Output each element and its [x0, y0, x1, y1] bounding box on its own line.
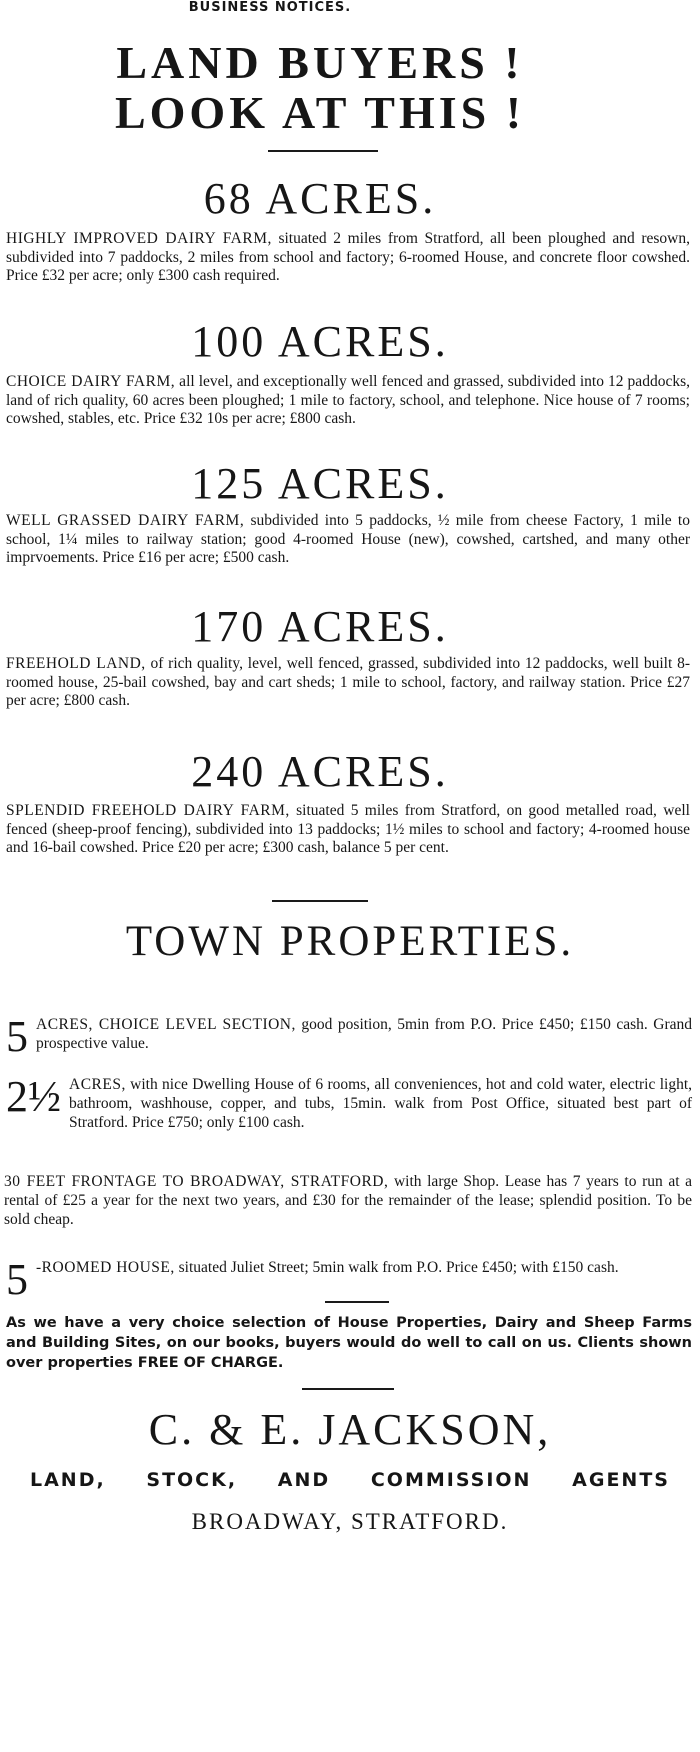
listing-lead: SPLENDID FREEHOLD DAIRY FARM,	[6, 802, 290, 819]
listing-body: of rich quality, level, well fenced, grassed, subdivided into 12 paddocks, well built 8-roomed house, 25-bail cowshed, bay and cart sheds; 1 mile to school, factory, and railway station. Price £27 per acre; £800 cash.	[6, 655, 690, 709]
firm-role-word: LAND,	[30, 1469, 106, 1491]
divider-rule	[302, 1388, 394, 1390]
listing-text	[6, 655, 690, 711]
property-body: good position, 5min from P.O. Price £450; £150 cash. Grand prospective value.	[36, 1016, 692, 1052]
firm-role-word: COMMISSION	[370, 1469, 532, 1491]
property-lead: -ROOMED HOUSE,	[36, 1259, 175, 1276]
divider-rule	[268, 150, 378, 152]
town-property	[4, 1012, 692, 1061]
town-properties-heading: TOWN PROPERTIES.	[125, 918, 575, 965]
property-body: with nice Dwelling House of 6 rooms, all conveniences, hot and cold water, electric light, bathroom, washhouse, copper, and tubs, 15min. walk from Post Office, situated best part of Stratford. Price £750; only £100 cash.	[69, 1076, 692, 1131]
listing-body: situated 2 miles from Stratford, all been ploughed and resown, subdivided into 7 paddocks, 2 miles from school and factory; 6-roomed House, and concrete floor cowshed. Price £32 per acre; only £300 cash required.	[6, 230, 690, 284]
property-body: situated Juliet Street; 5min walk from P.O. Price £450; with £150 cash.	[174, 1259, 619, 1276]
listing-body: situated 5 miles from Stratford, on good metalled road, well fenced (sheep-proof fencing), subdivided into 13 paddocks; 1½ miles to school and factory; 4-roomed house and 16-bail cowshed. Price £20 per acre; £300 cash, balance 5 per cent.	[6, 802, 690, 856]
listing-text	[6, 802, 690, 858]
firm-name: C. & E. JACKSON,	[148, 1405, 552, 1454]
listing-body: subdivided into 5 paddocks, ½ mile from cheese Factory, 1 mile to school, 1¼ miles to railway station; good 4-roomed House (new), cowshed, cartshed, and many other imprvoements. Price £16 per acre; £500 cash.	[6, 512, 690, 566]
firm-address: BROADWAY, STRATFORD.	[191, 1509, 509, 1534]
property-lead: ACRES,	[69, 1076, 126, 1093]
firm-role-word: AGENTS	[572, 1469, 670, 1491]
firm-role-word: AND	[277, 1469, 331, 1491]
closing-text: As we have a very choice selection of House Properties, Dairy and Sheep Farms and Building Sites, on our books, buyers would do well to call on us. Clients shown over properties FREE OF CHARGE.	[6, 1315, 692, 1371]
town-property	[4, 1072, 692, 1132]
property-body: with large Shop. Lease has 7 years to run at a rental of £25 a year for the next two years, and £30 for the remainder of the lease; splendid position. To be sold cheap.	[4, 1173, 692, 1228]
listing-heading: 170 ACRES.	[191, 602, 449, 651]
listing-heading: 125 ACRES.	[191, 459, 449, 508]
listing-heading: 68 ACRES.	[203, 174, 437, 223]
listing-heading: 240 ACRES.	[191, 747, 449, 796]
property-number: 5	[6, 1255, 28, 1304]
listing-text	[6, 373, 690, 429]
listing-heading: 100 ACRES.	[191, 317, 449, 366]
property-lead: 30 FEET FRONTAGE TO BROADWAY, STRATFORD,	[4, 1173, 389, 1190]
property-number: 5	[6, 1012, 28, 1061]
town-property	[4, 1172, 692, 1229]
headline-line-1: LAND BUYERS !	[116, 37, 524, 88]
listing-lead: CHOICE DAIRY FARM,	[6, 373, 176, 390]
firm-role-word: STOCK,	[146, 1469, 238, 1491]
divider-rule	[272, 900, 368, 902]
listing-lead: FREEHOLD LAND,	[6, 655, 146, 672]
town-property	[4, 1255, 692, 1304]
listing-text	[6, 512, 690, 568]
firm-role	[30, 1468, 670, 1492]
headline-line-2: LOOK AT THIS !	[114, 87, 526, 138]
divider-rule	[325, 1301, 389, 1303]
property-lead: ACRES, CHOICE LEVEL SECTION,	[36, 1016, 296, 1033]
listing-lead: HIGHLY IMPROVED DAIRY FARM,	[6, 230, 272, 247]
listing-lead: WELL GRASSED DAIRY FARM,	[6, 512, 245, 529]
property-number: 2½	[6, 1072, 61, 1121]
listing-body: all level, and exceptionally well fenced and grassed, subdivided into 12 paddocks, land of rich quality, 60 acres been ploughed; 1 mile to factory, school, and telephone. Nice house of 7 rooms; cowshed, stables, etc. Price £32 10s per acre; £800 cash.	[6, 373, 690, 427]
section-label: BUSINESS NOTICES.	[188, 0, 352, 15]
listing-text	[6, 230, 690, 286]
